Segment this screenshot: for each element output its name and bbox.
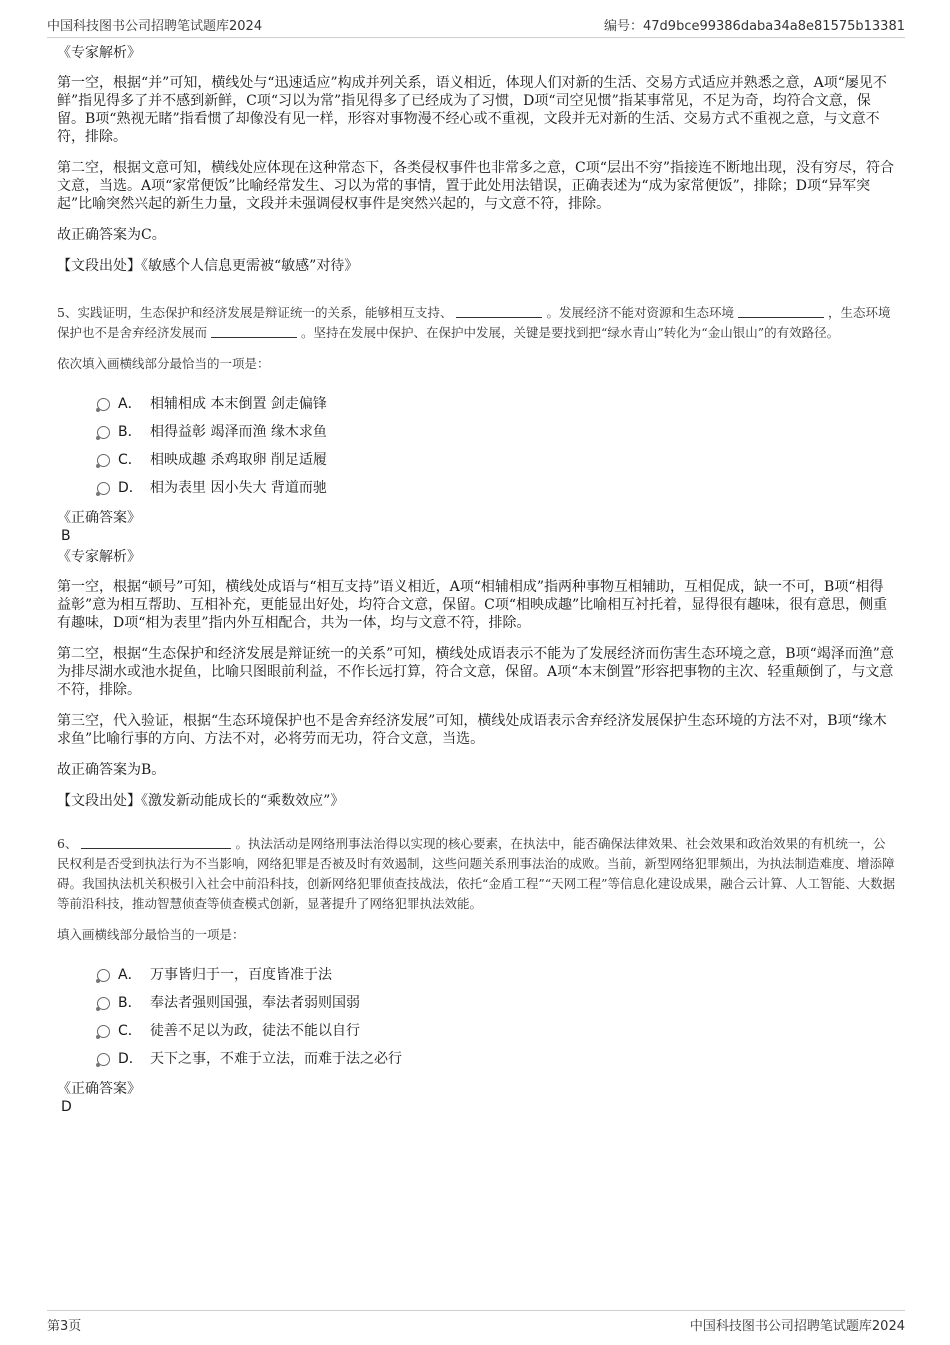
question-5-instruction: 依次填入画横线部分最恰当的一项是： bbox=[57, 356, 270, 371]
radio-icon[interactable] bbox=[97, 426, 110, 439]
fill-blank bbox=[738, 305, 824, 318]
source-citation: 【文段出处】《激发新动能成长的“乘数效应”》 bbox=[57, 793, 345, 809]
radio-icon[interactable] bbox=[97, 398, 110, 411]
analysis-conclusion: 故正确答案为B。 bbox=[57, 762, 166, 778]
answer-label: 《正确答案》 bbox=[57, 1081, 141, 1097]
question-6-stem bbox=[57, 834, 897, 914]
radio-icon[interactable] bbox=[97, 969, 110, 982]
option-letter: B． bbox=[118, 424, 142, 440]
source-citation: 【文段出处】《敏感个人信息更需被“敏感”对待》 bbox=[57, 258, 359, 274]
question-6-instruction: 填入画横线部分最恰当的一项是： bbox=[57, 927, 245, 942]
option-b[interactable] bbox=[97, 988, 897, 1016]
option-d[interactable] bbox=[97, 1044, 897, 1072]
option-text: 相辅相成 本末倒置 剑走偏锋 bbox=[150, 396, 327, 412]
answer-label: 《正确答案》 bbox=[57, 510, 141, 526]
analysis-paragraph: 第一空，根据“顿号”可知，横线处成语与“相互支持”语义相近，A项“相辅相成”指两种事物互相辅助，互相促成，缺一不可，B项“相得益彰”意为相互帮助、互相补充，更能显出好处，均符合文意，保留。C项“相映成趣”比喻相互衬托着，显得很有趣味，很有意思，侧重有趣味，D项“相为表里”指内外互相配合，共为一体，均与文意不符，排除。 bbox=[57, 579, 888, 631]
analysis-paragraph: 第二空，根据“生态保护和经济发展是辩证统一的关系”可知，横线处成语表示不能为了发展经济而伤害生态环境之意，B项“竭泽而渔”意为排尽湖水或池水捉鱼，比喻只图眼前利益，不作长远打算，符合文意，保留。A项“本末倒置”形容把事物的主次、轻重颠倒了，与文意不符，排除。 bbox=[57, 646, 894, 698]
analysis-paragraph: 第二空，根据文意可知，横线处应体现在这种常态下，各类侵权事件也非常多之意，C项“层出不穷”指接连不断地出现，没有穷尽，符合文意，当选。A项“家常便饭”比喻经常发生、习以为常的事情，置于此处用法错误，正确表述为“成为家常便饭”，排除；D项“异军突起”比喻突然兴起的新生力量，文段并未强调侵权事件是突然兴起的，与文意不符，排除。 bbox=[57, 160, 895, 212]
stem-part: 5、实践证明，生态保护和经济发展是辩证统一的关系，能够相互支持、 bbox=[57, 305, 453, 320]
answer-value: D bbox=[61, 1099, 72, 1115]
stem-part: ，生态环境保护也不是舍弃经济发展而 bbox=[57, 305, 891, 340]
option-c[interactable] bbox=[97, 1016, 897, 1044]
option-letter: C． bbox=[118, 1023, 142, 1039]
question-5-options bbox=[97, 389, 897, 501]
option-text: 徒善不足以为政，徒法不能以自行 bbox=[150, 1023, 360, 1039]
option-letter: A． bbox=[118, 967, 142, 983]
page-header bbox=[47, 14, 905, 38]
option-letter: C． bbox=[118, 452, 142, 468]
stem-part: 。执法活动是网络刑事法治得以实现的核心要素，在执法中，能否确保法律效果、社会效果和政治效果的有机统一，公民权利是否受到执法行为不当影响，网络犯罪是否被及时有效遏制，这些问题关系刑事法治的成败。当前，新型网络犯罪频出，为执法制造难度、增添障碍。我国执法机关积极引入社会中前沿科技，创新网络犯罪侦查技战法，依托“金盾工程”“天网工程”等信息化建设成果，融合云计算、人工智能、大数据等前沿科技，推动智慧侦查等侦查模式创新，显著提升了网络犯罪执法效能。 bbox=[57, 836, 896, 911]
question-5-stem bbox=[57, 303, 897, 343]
option-text: 相为表里 因小失大 背道而驰 bbox=[150, 480, 327, 496]
radio-icon[interactable] bbox=[97, 997, 110, 1010]
header-doc-id: 编号：47d9bce99386daba34a8e81575b13381 bbox=[604, 18, 905, 34]
page-content bbox=[57, 44, 897, 1119]
option-letter: A． bbox=[118, 396, 142, 412]
page-footer bbox=[47, 1310, 905, 1334]
header-title: 中国科技图书公司招聘笔试题库2024 bbox=[47, 18, 263, 34]
stem-part: 。发展经济不能对资源和生态环境 bbox=[546, 305, 734, 320]
radio-icon[interactable] bbox=[97, 1053, 110, 1066]
page-number: 第3页 bbox=[47, 1318, 82, 1334]
option-text: 天下之事，不难于立法，而难于法之必行 bbox=[150, 1051, 402, 1067]
option-text: 相映成趣 杀鸡取卵 削足适履 bbox=[150, 452, 327, 468]
option-a[interactable] bbox=[97, 960, 897, 988]
option-text: 相得益彰 竭泽而渔 缘木求鱼 bbox=[150, 424, 327, 440]
option-a[interactable] bbox=[97, 389, 897, 417]
option-d[interactable] bbox=[97, 473, 897, 501]
option-letter: D． bbox=[118, 480, 143, 496]
analysis-label: 《专家解析》 bbox=[57, 45, 141, 61]
question-6-options bbox=[97, 960, 897, 1072]
option-c[interactable] bbox=[97, 445, 897, 473]
fill-blank bbox=[211, 325, 297, 338]
option-letter: D． bbox=[118, 1051, 143, 1067]
footer-title: 中国科技图书公司招聘笔试题库2024 bbox=[689, 1318, 905, 1334]
fill-blank bbox=[456, 305, 542, 318]
question-number: 6、 bbox=[57, 836, 78, 851]
analysis-label: 《专家解析》 bbox=[57, 549, 141, 565]
radio-icon[interactable] bbox=[97, 482, 110, 495]
option-letter: B． bbox=[118, 995, 142, 1011]
answer-value: B bbox=[61, 528, 71, 544]
option-text: 万事皆归于一，百度皆准于法 bbox=[150, 967, 332, 983]
analysis-paragraph: 第三空，代入验证，根据“生态环境保护也不是舍弃经济发展”可知，横线处成语表示舍弃经济发展保护生态环境的方法不对，B项“缘木求鱼”比喻行事的方向、方法不对，必将劳而无功，符合文意，当选。 bbox=[57, 713, 887, 747]
analysis-paragraph: 第一空，根据“并”可知，横线处与“迅速适应”构成并列关系，语义相近，体现人们对新的生活、交易方式适应并熟悉之意，A项“屡见不鲜”指见得多了并不感到新鲜，C项“习以为常”指见得多了已经成为了习惯，D项“司空见惯”指某事常见，不足为奇，均符合文意，保留。B项“熟视无睹”指看惯了却像没有见一样，形容对事物漫不经心或不重视，文段并无对新的生活、交易方式不重视之意，与文意不符，排除。 bbox=[57, 75, 887, 145]
radio-icon[interactable] bbox=[97, 454, 110, 467]
analysis-conclusion: 故正确答案为C。 bbox=[57, 227, 166, 243]
stem-part: 。坚持在发展中保护、在保护中发展，关键是要找到把“绿水青山”转化为“金山银山”的有效路径。 bbox=[301, 325, 840, 340]
radio-icon[interactable] bbox=[97, 1025, 110, 1038]
fill-blank bbox=[81, 836, 231, 849]
option-text: 奉法者强则国强，奉法者弱则国弱 bbox=[150, 995, 360, 1011]
option-b[interactable] bbox=[97, 417, 897, 445]
